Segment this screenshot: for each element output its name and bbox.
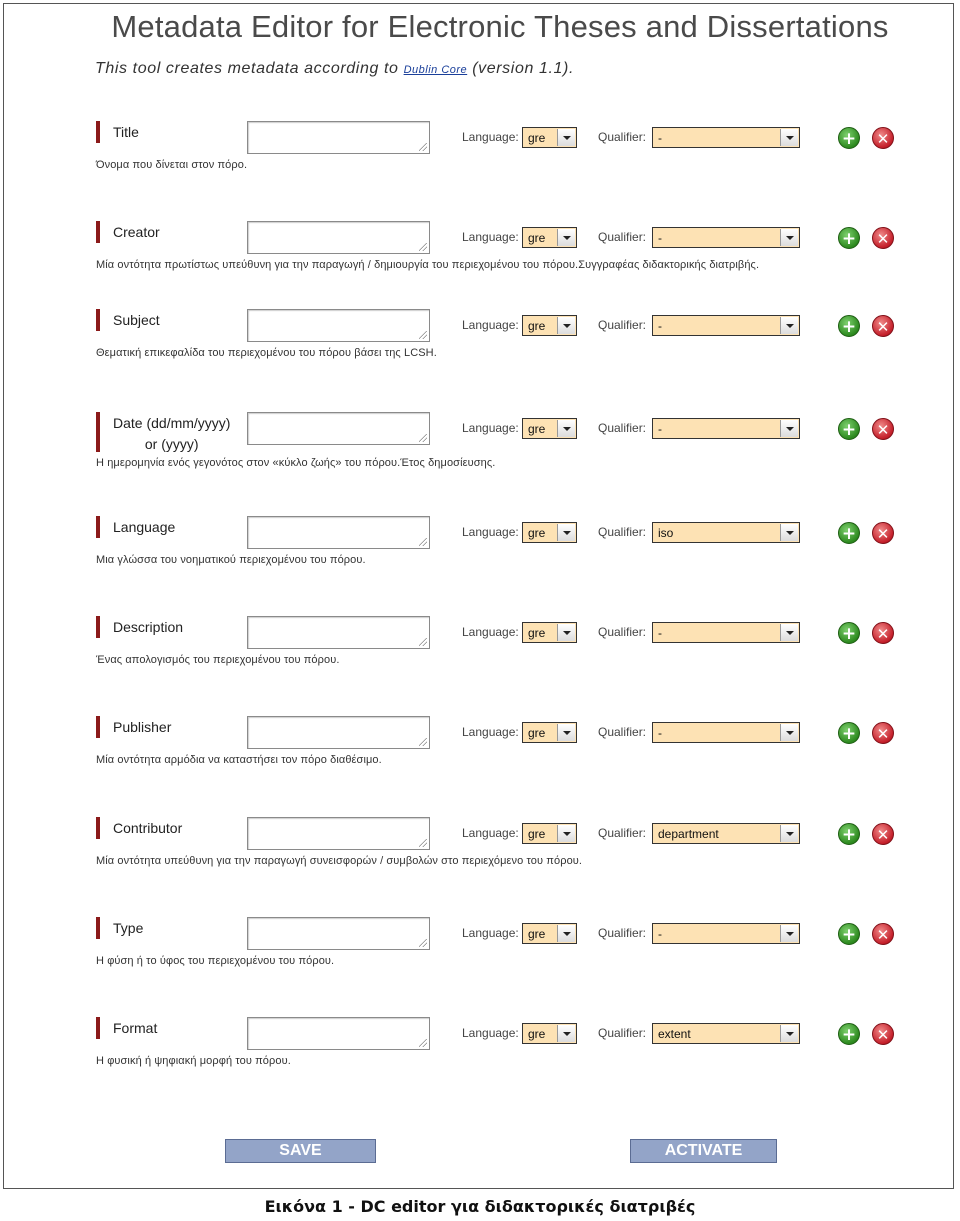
language-label: Language: bbox=[462, 130, 519, 144]
language-value: gre bbox=[528, 827, 546, 841]
chevron-down-icon[interactable] bbox=[780, 925, 798, 942]
language-value: gre bbox=[528, 726, 546, 740]
remove-icon[interactable]: ✕ bbox=[872, 923, 894, 945]
field-description: Η φύση ή το ύφος του περιεχομένου του πόρου. bbox=[96, 955, 335, 967]
field-description: Μια γλώσσα του νοηματικού περιεχομένου του πόρου. bbox=[96, 554, 366, 566]
language-select[interactable] bbox=[522, 418, 577, 439]
qualifier-select[interactable] bbox=[652, 923, 800, 944]
remove-icon[interactable]: ✕ bbox=[872, 722, 894, 744]
chevron-down-icon[interactable] bbox=[780, 724, 798, 741]
field-label: Contributor bbox=[113, 820, 183, 836]
qualifier-select[interactable] bbox=[652, 722, 800, 743]
qualifier-select[interactable] bbox=[652, 622, 800, 643]
resize-handle-icon[interactable] bbox=[419, 738, 427, 746]
remove-icon[interactable]: ✕ bbox=[872, 622, 894, 644]
chevron-down-icon[interactable] bbox=[780, 524, 798, 541]
chevron-down-icon[interactable] bbox=[557, 724, 575, 741]
page-title: Metadata Editor for Electronic Theses and Dissertations bbox=[111, 9, 889, 44]
language-label: Language: bbox=[462, 230, 519, 244]
resize-handle-icon[interactable] bbox=[419, 538, 427, 546]
resize-handle-icon[interactable] bbox=[419, 638, 427, 646]
field-label: Creator bbox=[113, 224, 160, 240]
field-label bbox=[113, 413, 230, 455]
qualifier-value: - bbox=[658, 231, 662, 245]
resize-handle-icon[interactable] bbox=[419, 1039, 427, 1047]
qualifier-select[interactable] bbox=[652, 823, 800, 844]
field-label: Publisher bbox=[113, 719, 172, 735]
description-textarea[interactable] bbox=[247, 616, 430, 649]
qualifier-select[interactable] bbox=[652, 227, 800, 248]
field-label: Title bbox=[113, 124, 139, 140]
qualifier-label: Qualifier: bbox=[598, 1026, 647, 1040]
chevron-down-icon[interactable] bbox=[557, 420, 575, 437]
remove-icon[interactable]: ✕ bbox=[872, 1023, 894, 1045]
language-label: Language: bbox=[462, 625, 519, 639]
language-label: Language: bbox=[462, 826, 519, 840]
qualifier-label: Qualifier: bbox=[598, 525, 647, 539]
chevron-down-icon[interactable] bbox=[557, 1025, 575, 1042]
add-icon[interactable]: + bbox=[838, 418, 860, 440]
language-select[interactable] bbox=[522, 823, 577, 844]
figure-caption: Εικόνα 1 - DC editor για διδακτορικές διατριβές bbox=[264, 1197, 696, 1216]
language-value: gre bbox=[528, 1027, 546, 1041]
add-icon[interactable]: + bbox=[838, 127, 860, 149]
field-marker bbox=[96, 817, 100, 839]
date-textarea[interactable] bbox=[247, 412, 430, 445]
field-marker bbox=[96, 1017, 100, 1039]
field-description: Μία οντότητα υπεύθυνη για την παραγωγή συνεισφορών / συμβολών στο περιεχόμενο του πόρου. bbox=[96, 855, 583, 867]
language-label: Language: bbox=[462, 318, 519, 332]
qualifier-label: Qualifier: bbox=[598, 230, 647, 244]
intro-text-end: (version 1.1). bbox=[467, 60, 574, 77]
resize-handle-icon[interactable] bbox=[419, 939, 427, 947]
chevron-down-icon[interactable] bbox=[780, 624, 798, 641]
qualifier-value: - bbox=[658, 131, 662, 145]
qualifier-label: Qualifier: bbox=[598, 926, 647, 940]
field-label: Type bbox=[113, 920, 144, 936]
qualifier-label: Qualifier: bbox=[598, 725, 647, 739]
activate-button[interactable]: ACTIVATE bbox=[630, 1139, 777, 1163]
chevron-down-icon[interactable] bbox=[557, 524, 575, 541]
field-marker bbox=[96, 917, 100, 939]
type-textarea[interactable] bbox=[247, 917, 430, 950]
format-textarea[interactable] bbox=[247, 1017, 430, 1050]
field-marker bbox=[96, 716, 100, 738]
remove-icon[interactable]: ✕ bbox=[872, 127, 894, 149]
field-description: Μία οντότητα αρμόδια να καταστήσει τον πόρο διαθέσιμο. bbox=[96, 754, 382, 766]
language-select[interactable] bbox=[522, 315, 577, 336]
language-select[interactable] bbox=[522, 522, 577, 543]
field-description: Όνομα που δίνεται στον πόρο. bbox=[96, 159, 248, 171]
field-marker bbox=[96, 309, 100, 331]
qualifier-label: Qualifier: bbox=[598, 625, 647, 639]
publisher-textarea[interactable] bbox=[247, 716, 430, 749]
add-icon[interactable]: + bbox=[838, 622, 860, 644]
qualifier-select[interactable] bbox=[652, 315, 800, 336]
field-marker bbox=[96, 412, 100, 452]
qualifier-label: Qualifier: bbox=[598, 421, 647, 435]
add-icon[interactable]: + bbox=[838, 722, 860, 744]
language-select[interactable] bbox=[522, 722, 577, 743]
qualifier-value: - bbox=[658, 422, 662, 436]
creator-textarea[interactable] bbox=[247, 221, 430, 254]
language-label: Language: bbox=[462, 421, 519, 435]
language-select[interactable] bbox=[522, 127, 577, 148]
chevron-down-icon[interactable] bbox=[780, 229, 798, 246]
add-icon[interactable]: + bbox=[838, 522, 860, 544]
resize-handle-icon[interactable] bbox=[419, 331, 427, 339]
language-value: gre bbox=[528, 422, 546, 436]
language-select[interactable] bbox=[522, 923, 577, 944]
field-marker bbox=[96, 121, 100, 143]
chevron-down-icon[interactable] bbox=[780, 129, 798, 146]
language-label: Language: bbox=[462, 525, 519, 539]
subject-textarea[interactable] bbox=[247, 309, 430, 342]
contributor-textarea[interactable] bbox=[247, 817, 430, 850]
chevron-down-icon[interactable] bbox=[557, 624, 575, 641]
remove-icon[interactable]: ✕ bbox=[872, 418, 894, 440]
intro-text bbox=[95, 60, 574, 78]
dublin-core-link[interactable]: Dublin Core bbox=[403, 64, 468, 76]
language-value: gre bbox=[528, 626, 546, 640]
qualifier-label: Qualifier: bbox=[598, 826, 647, 840]
chevron-down-icon[interactable] bbox=[557, 925, 575, 942]
editor-frame bbox=[3, 3, 954, 1189]
resize-handle-icon[interactable] bbox=[419, 839, 427, 847]
field-description: Ένας απολογισμός του περιεχομένου του πόρου. bbox=[96, 654, 340, 666]
qualifier-value: - bbox=[658, 927, 662, 941]
qualifier-value: iso bbox=[658, 526, 674, 540]
add-icon[interactable]: + bbox=[838, 823, 860, 845]
add-icon[interactable]: + bbox=[838, 227, 860, 249]
field-description: Η φυσική ή ψηφιακή μορφή του πόρου. bbox=[96, 1055, 291, 1067]
field-description: Μία οντότητα πρωτίστως υπεύθυνη για την παραγωγή / δημιουργία του περιεχομένου του πόρου.Συγγραφέας διδακτορικής διατριβής. bbox=[96, 259, 760, 271]
field-label: Format bbox=[113, 1020, 158, 1036]
add-icon[interactable]: + bbox=[838, 1023, 860, 1045]
qualifier-select[interactable] bbox=[652, 522, 800, 543]
qualifier-select[interactable] bbox=[652, 418, 800, 439]
chevron-down-icon[interactable] bbox=[557, 229, 575, 246]
chevron-down-icon[interactable] bbox=[780, 825, 798, 842]
field-marker bbox=[96, 221, 100, 243]
field-description: Θεματική επικεφαλίδα του περιεχομένου του πόρου βάσει της LCSH. bbox=[96, 347, 437, 359]
title-textarea[interactable] bbox=[247, 121, 430, 154]
remove-icon[interactable]: ✕ bbox=[872, 227, 894, 249]
add-icon[interactable]: + bbox=[838, 923, 860, 945]
field-label: Language bbox=[113, 519, 176, 535]
date-label-line1: Date (dd/mm/yyyy) bbox=[113, 415, 231, 431]
field-label: Description bbox=[113, 619, 184, 635]
language-value: gre bbox=[528, 927, 546, 941]
language-value: gre bbox=[528, 231, 546, 245]
qualifier-select[interactable] bbox=[652, 127, 800, 148]
language-select[interactable] bbox=[522, 622, 577, 643]
qualifier-value: extent bbox=[658, 1027, 691, 1041]
remove-icon[interactable]: ✕ bbox=[872, 522, 894, 544]
qualifier-label: Qualifier: bbox=[598, 130, 647, 144]
qualifier-label: Qualifier: bbox=[598, 318, 647, 332]
field-marker bbox=[96, 616, 100, 638]
intro-text-start: This tool creates metadata according to bbox=[95, 60, 404, 77]
language-select[interactable] bbox=[522, 1023, 577, 1044]
resize-handle-icon[interactable] bbox=[419, 243, 427, 251]
chevron-down-icon[interactable] bbox=[557, 129, 575, 146]
add-icon[interactable]: + bbox=[838, 315, 860, 337]
chevron-down-icon[interactable] bbox=[780, 317, 798, 334]
qualifier-value: - bbox=[658, 726, 662, 740]
chevron-down-icon[interactable] bbox=[780, 420, 798, 437]
resize-handle-icon[interactable] bbox=[419, 143, 427, 151]
chevron-down-icon[interactable] bbox=[557, 825, 575, 842]
language-value: gre bbox=[528, 526, 546, 540]
language-label: Language: bbox=[462, 1026, 519, 1040]
language-value: gre bbox=[528, 131, 546, 145]
remove-icon[interactable]: ✕ bbox=[872, 823, 894, 845]
date-label-line2: or (yyyy) bbox=[144, 436, 199, 452]
remove-icon[interactable]: ✕ bbox=[872, 315, 894, 337]
field-label: Subject bbox=[113, 312, 160, 328]
language-label: Language: bbox=[462, 725, 519, 739]
qualifier-value: department bbox=[658, 827, 719, 841]
chevron-down-icon[interactable] bbox=[780, 1025, 798, 1042]
language-label: Language: bbox=[462, 926, 519, 940]
language-textarea[interactable] bbox=[247, 516, 430, 549]
field-description: Η ημερομηνία ενός γεγονότος στον «κύκλο ζωής» του πόρου.Έτος δημοσίευσης. bbox=[96, 457, 496, 469]
language-value: gre bbox=[528, 319, 546, 333]
save-button[interactable]: SAVE bbox=[225, 1139, 376, 1163]
qualifier-value: - bbox=[658, 626, 662, 640]
resize-handle-icon[interactable] bbox=[419, 434, 427, 442]
field-marker bbox=[96, 516, 100, 538]
language-select[interactable] bbox=[522, 227, 577, 248]
qualifier-select[interactable] bbox=[652, 1023, 800, 1044]
chevron-down-icon[interactable] bbox=[557, 317, 575, 334]
qualifier-value: - bbox=[658, 319, 662, 333]
